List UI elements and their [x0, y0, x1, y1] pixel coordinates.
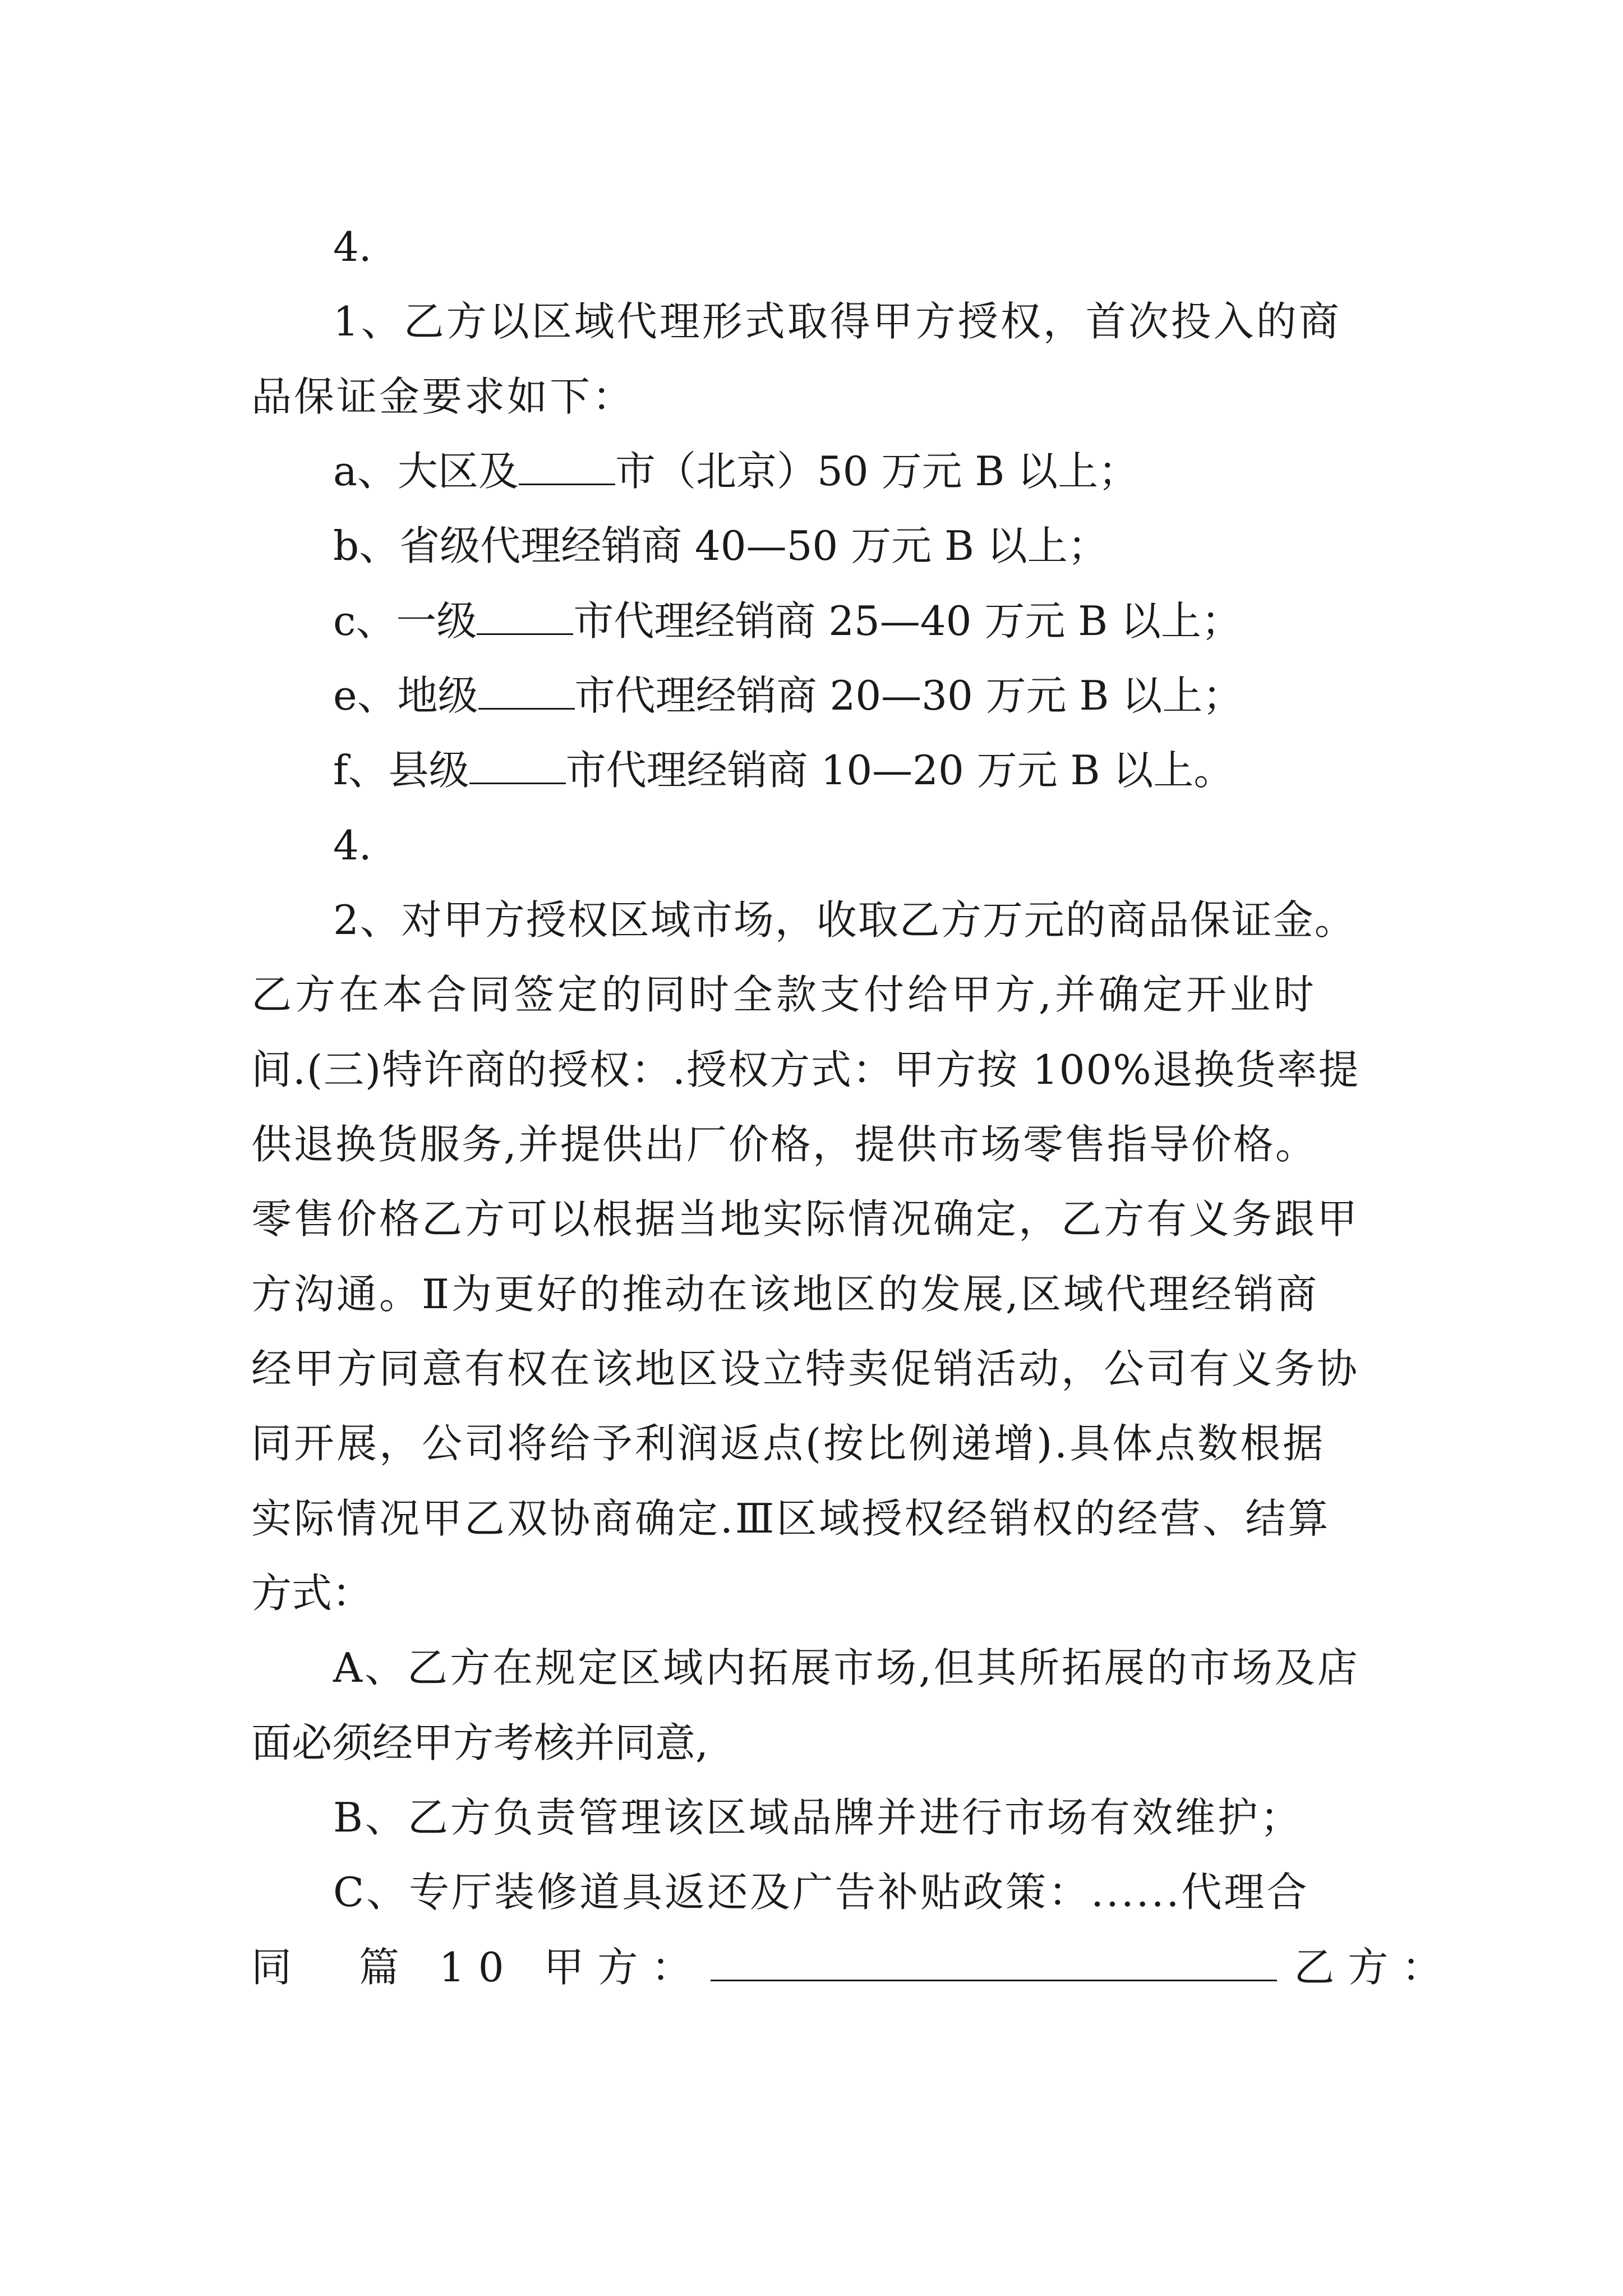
- paragraph-line: 实际情况甲乙双协商确定.Ⅲ区域授权经销权的经营、结算: [251, 1495, 1331, 1542]
- party-b-label: 乙方：: [1294, 1944, 1456, 1991]
- party-a-blank: [711, 1946, 1277, 1981]
- paragraph-line: 经甲方同意有权在该地区设立特卖促销活动，公司有义务协: [251, 1345, 1360, 1392]
- paragraph-line: 面必须经甲方考核并同意,: [251, 1719, 708, 1766]
- paragraph-line: 4.: [333, 223, 372, 270]
- paragraph-line: 供退换货服务,并提供出厂价格，提供市场零售指导价格。: [251, 1121, 1317, 1168]
- list-item-label: f、县级: [333, 747, 469, 794]
- list-item-text: 市（北京）50 万元 B 以上；: [615, 448, 1139, 495]
- fill-in-blank: [478, 674, 575, 710]
- paragraph-line: B、乙方负责管理该区域品牌并进行市场有效维护；: [333, 1794, 1303, 1841]
- fill-in-blank: [519, 450, 615, 485]
- paragraph-line: 方式：: [251, 1570, 373, 1617]
- list-item-text: 市代理经销商 10—20 万元 B 以上。: [565, 747, 1234, 794]
- signature-line: [251, 1942, 1455, 1993]
- list-item-label: e、地级: [333, 672, 478, 719]
- paragraph-line: 1、乙方以区域代理形式取得甲方授权，首次投入的商: [333, 298, 1341, 345]
- paragraph-line: 乙方在本合同签定的同时全款支付给甲方,并确定开业时: [251, 971, 1317, 1018]
- paragraph-line: 零售价格乙方可以根据当地实际情况确定，乙方有义务跟甲: [251, 1195, 1360, 1243]
- list-item-e: [333, 670, 1243, 721]
- paragraph-line: 品保证金要求如下：: [251, 373, 635, 420]
- party-a-label: 同 篇 10 甲方：: [251, 1944, 706, 1991]
- paragraph-line: 4.: [333, 822, 372, 869]
- paragraph-line: 间.(三)特许商的授权：.授权方式：甲方按 100%退换货率提: [251, 1046, 1360, 1093]
- fill-in-blank: [477, 600, 573, 635]
- list-item-a: [333, 446, 1138, 496]
- fill-in-blank: [469, 749, 566, 784]
- paragraph-line: C、专厅装修道具返还及广告补贴政策：......代理合: [333, 1869, 1310, 1916]
- paragraph-line: 方沟通。Ⅱ为更好的推动在该地区的发展,区域代理经销商: [251, 1271, 1319, 1318]
- list-item-label: c、一级: [333, 597, 477, 645]
- paragraph-line: A、乙方在规定区域内拓展市场,但其所拓展的市场及店: [333, 1644, 1360, 1691]
- list-item-label: a、大区及: [333, 448, 519, 495]
- paragraph-line: 2、对甲方授权区域市场，收取乙方万元的商品保证金。: [333, 896, 1356, 944]
- list-item-c: [333, 596, 1242, 646]
- paragraph-line: 同开展，公司将给予利润返点(按比例递增).具体点数根据: [251, 1420, 1326, 1467]
- list-item-f: [333, 745, 1234, 795]
- list-item-text: 市代理经销商 25—40 万元 B 以上；: [573, 597, 1242, 645]
- list-item-b: b、省级代理经销商 40—50 万元 B 以上；: [333, 522, 1108, 569]
- list-item-text: 市代理经销商 20—30 万元 B 以上；: [574, 672, 1243, 719]
